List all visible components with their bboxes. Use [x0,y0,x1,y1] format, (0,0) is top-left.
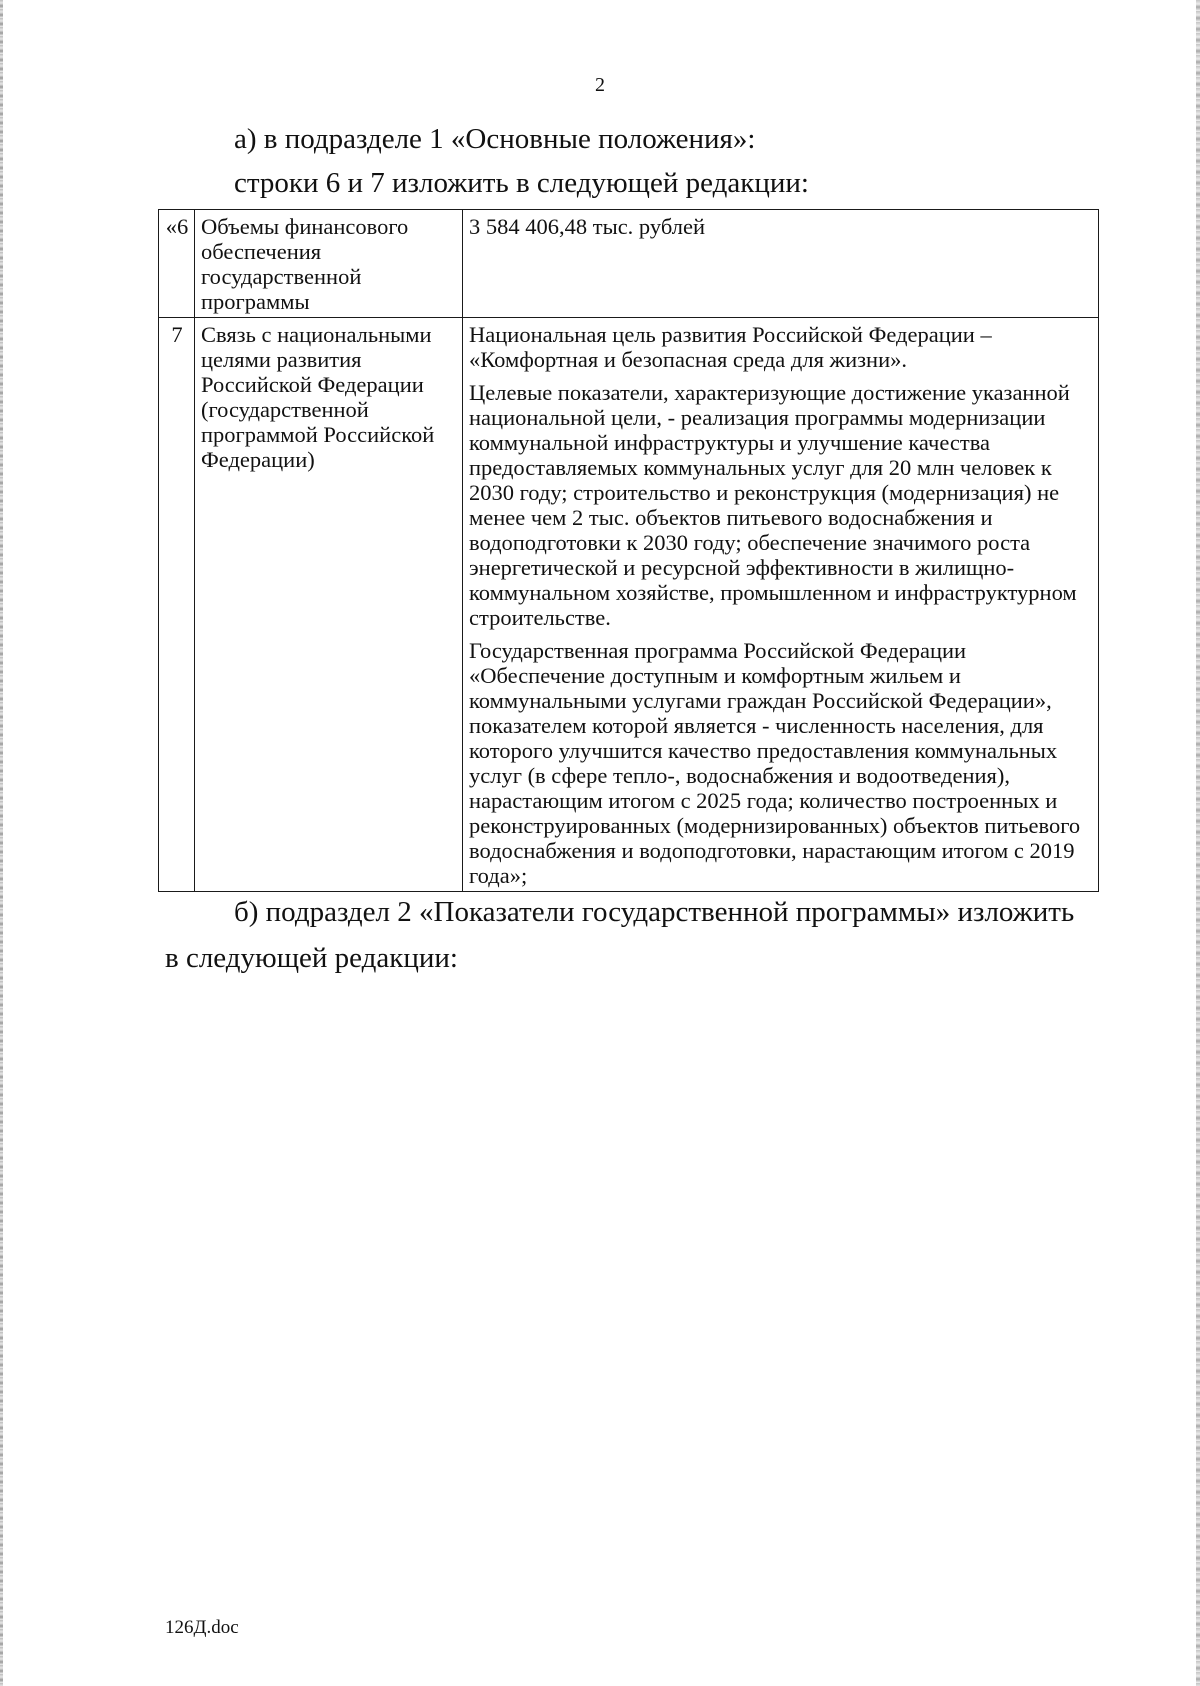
row-value-paragraph: Государственная программа Российской Федерации «Обеспечение доступным и комфортным жильем и коммунальными услугами граждан Российской Федерации», показателем которой является - численность населения, для которого улучшится качество предоставления коммунальных услуг (в сфере тепло-, водоснабжения и водоотведения), нарастающим итогом с 2025 года; количество построенных и реконструированных (модернизированных) объектов питьевого водоснабжения и водоподготовки, нарастающим итогом с 2019 года»; [469,638,1081,888]
row-value [463,318,1099,892]
row-number: «6 [159,210,195,318]
scan-edge-right [1196,0,1200,1686]
table-row [159,210,1099,318]
row-value [463,210,1099,318]
footer-file-code: 126Д.doc [165,1617,239,1638]
row-name: Объемы финансового обеспечения государственной программы [195,210,463,318]
page-number: 2 [595,74,605,96]
provisions-table [158,209,1099,892]
row-number: 7 [159,318,195,892]
row-value-paragraph: Целевые показатели, характеризующие достижение указанной национальной цели, - реализация программы модернизации коммунальной инфраструктуры и улучшение качества предоставляемых коммунальных услуг для 20 млн человек к 2030 году; строительство и реконструкция (модернизация) не менее чем 2 тыс. объектов питьевого водоснабжения и водоподготовки к 2030 году; обеспечение значимого роста энергетической и ресурсной эффективности в жилищно-коммунальном хозяйстве, промышленном и инфраструктурном строительстве. [469,380,1077,630]
row-value-paragraph: Национальная цель развития Российской Федерации – «Комфортная и безопасная среда для жизни». [469,322,992,372]
row-value-paragraph: 3 584 406,48 тыс. рублей [469,214,705,239]
paragraph-rows-instruction: строки 6 и 7 изложить в следующей редакции: [234,167,809,199]
table-row [159,318,1099,892]
row-name: Связь с национальными целями развития Российской Федерации (государственной программой Российской Федерации) [195,318,463,892]
paragraph-b-continuation: в следующей редакции: [165,942,458,974]
paragraph-a: а) в подразделе 1 «Основные положения»: [234,123,756,155]
scan-edge-left [0,0,3,1686]
paragraph-b: б) подраздел 2 «Показатели государственной программы» изложить [234,896,1075,928]
